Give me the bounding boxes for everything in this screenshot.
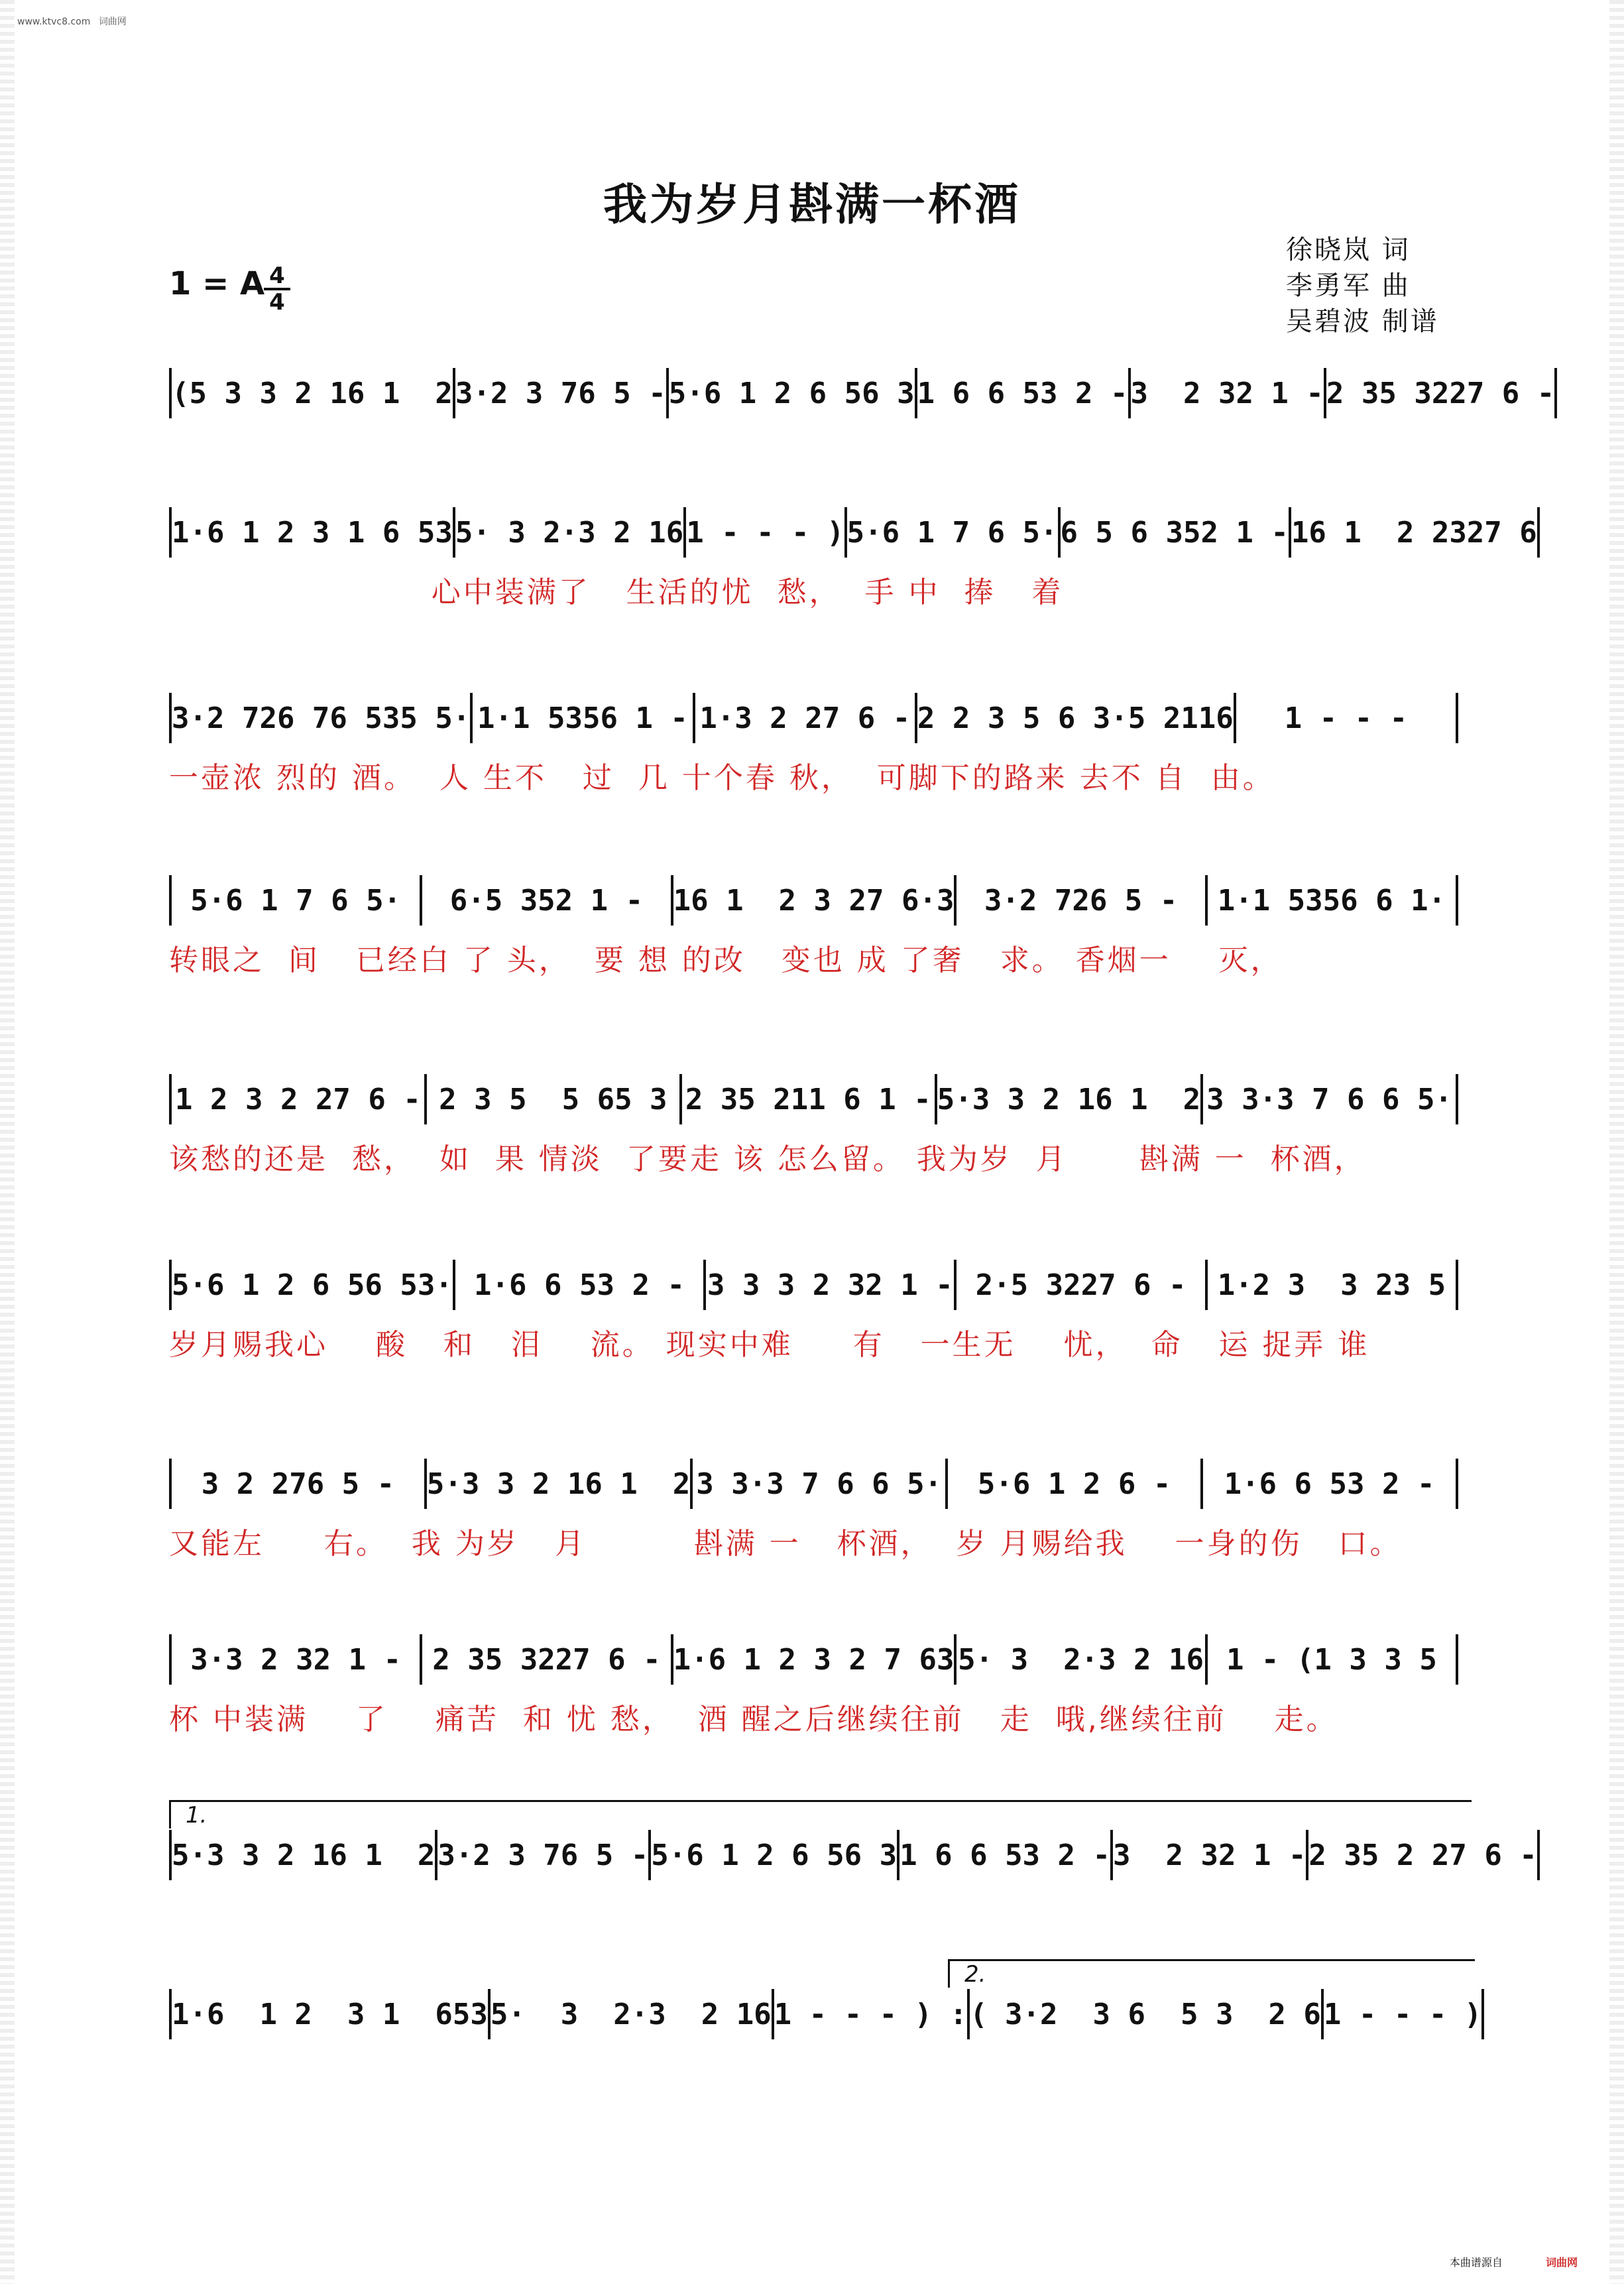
measure: 3·2 3 76 5 -	[437, 1830, 651, 1880]
notation-row	[169, 1074, 1458, 1124]
notation-row	[169, 875, 1458, 926]
measure: 3 2 276 5 -	[172, 1459, 427, 1509]
credits	[1286, 232, 1439, 339]
arranger-credit: 吴碧波 制谱	[1286, 306, 1439, 337]
measure: 3 3·3 7 6 6 5·	[693, 1459, 948, 1509]
notation-row	[169, 368, 1555, 418]
measure: 5·6 1 2 6 56 3	[669, 368, 917, 418]
measure: 2 35 211 6 1 -	[682, 1074, 937, 1124]
measure: 1 - - - )	[686, 507, 846, 558]
notation-row	[169, 1260, 1458, 1310]
measure: 1 - (1 3 3 5	[1208, 1634, 1458, 1685]
measure: 16 1 2 2327 6	[1291, 507, 1540, 558]
measure: 1 - - - ) :	[774, 1989, 970, 2039]
footer	[1450, 2254, 1578, 2269]
measure: 2 35 3227 6 -	[422, 1634, 673, 1685]
measure: 1·6 6 53 2 -	[455, 1260, 706, 1310]
measure: 2 35 2 27 6 -	[1308, 1830, 1539, 1880]
measure: 3 3·3 7 6 6 5·	[1203, 1074, 1458, 1124]
measure: 16 1 2 3 27 6·3	[673, 875, 957, 926]
measure: 3 2 32 1 -	[1131, 368, 1326, 418]
measure: 1·3 2 27 6 -	[695, 693, 917, 743]
measure: 2 3 5 5 65 3	[427, 1074, 682, 1124]
lyric-line: 杯 中装满 了 痛苦 和 忧 愁， 酒 醒之后继续往前 走 哦,继续往前 走。	[169, 1703, 1338, 1736]
measure: 5·6 1 7 6 5·	[847, 507, 1061, 558]
score-system	[169, 1074, 1458, 1181]
time-signature	[264, 264, 290, 314]
score-system	[169, 693, 1458, 800]
measure: 1 - - - )	[1324, 1989, 1484, 2039]
measure: 5·6 1 2 6 56 53·	[172, 1260, 455, 1310]
measure: 3 3 3 2 32 1 -	[706, 1260, 957, 1310]
measure: 1 2 3 2 27 6 -	[172, 1074, 427, 1124]
lyric-line: 心中装满了 生活的忧 愁， 手 中 捧 着	[169, 575, 1064, 609]
measure: 5· 3 2·3 2 16	[455, 507, 686, 558]
score-system	[169, 368, 1555, 418]
measure: 5·3 3 2 16 1 2	[172, 1830, 437, 1880]
notation-row	[169, 1459, 1458, 1509]
measure: 1 6 6 53 2 -	[917, 368, 1131, 418]
song-title: 我为岁月斟满一杯酒	[603, 179, 1021, 230]
time-numerator: 4	[264, 264, 290, 290]
measure: 3·2 726 5 -	[957, 875, 1207, 926]
measure: 3 2 32 1 -	[1113, 1830, 1308, 1880]
score-system	[169, 1634, 1458, 1742]
score-system	[169, 1459, 1458, 1566]
measure: 5·3 3 2 16 1 2	[937, 1074, 1203, 1124]
score-system	[169, 1260, 1458, 1367]
notation-row	[169, 693, 1458, 743]
volta-bracket: 1.	[169, 1800, 1472, 1829]
lyric-line: 又能左 右。 我 为岁 月 斟满 一 杯酒， 岁 月赐给我 一身的伤 口。	[169, 1527, 1402, 1561]
measure: 1·6 1 2 3 2 7 63	[673, 1634, 957, 1685]
measure: 6 5 6 352 1 -	[1061, 507, 1291, 558]
volta-bracket: 2.	[948, 1959, 1475, 1988]
notation-row	[169, 1830, 1537, 1880]
score-system	[169, 1989, 1482, 2039]
measure: (5 3 3 2 16 1 2	[172, 368, 455, 418]
score-system	[169, 507, 1537, 615]
footer-brand: 词曲网	[1545, 2256, 1578, 2269]
key-signature: 1 = A	[169, 265, 265, 302]
measure: 2 2 3 5 6 3·5 2116	[917, 693, 1236, 743]
measure: 2 35 3227 6 -	[1326, 368, 1557, 418]
measure: 1·6 1 2 3 1 6 53	[172, 507, 455, 558]
lyric-line: 转眼之 间 已经白 了 头， 要 想 的改 变也 成 了奢 求。 香烟一 灭，	[169, 943, 1283, 977]
measure: 6·5 352 1 -	[422, 875, 673, 926]
score-system	[169, 1830, 1537, 1880]
measure: 5·6 1 7 6 5·	[172, 875, 422, 926]
notation-row	[169, 507, 1537, 558]
measure: 1·2 3 3 23 5	[1208, 1260, 1458, 1310]
notation-row	[169, 1989, 1482, 2039]
measure: 3·2 726 76 535 5·	[172, 693, 473, 743]
measure: 1·6 1 2 3 1 653	[172, 1989, 491, 2039]
site-header	[17, 15, 132, 28]
time-denominator: 4	[269, 289, 285, 316]
measure: 5·6 1 2 6 56 3	[651, 1830, 899, 1880]
measure: ( 3·2 3 6 5 3 2 6	[970, 1989, 1324, 2039]
site-name: 词曲网	[98, 17, 127, 27]
measure: 5· 3 2·3 2 16	[491, 1989, 774, 2039]
lyricist-credit: 徐晓岚 词	[1286, 235, 1411, 265]
measure: 1·6 6 53 2 -	[1203, 1459, 1458, 1509]
lyric-line: 岁月赐我心 酸 和 泪 流。 现实中难 有 一生无 忧， 命 运 捉弄 谁	[169, 1328, 1370, 1362]
footer-source: 本曲谱源自	[1449, 2256, 1503, 2269]
lyric-line: 一壶浓 烈的 酒。 人 生不 过 几 十个春 秋， 可脚下的路来 去不 自 由。	[169, 761, 1275, 795]
measure: 2·5 3227 6 -	[957, 1260, 1207, 1310]
left-margin-strip	[0, 0, 15, 2284]
measure: 3·2 3 76 5 -	[455, 368, 669, 418]
measure: 1 - - -	[1236, 693, 1458, 743]
composer-credit: 李勇军 曲	[1286, 270, 1411, 301]
measure: 1·1 5356 1 -	[473, 693, 695, 743]
measure: 5· 3 2·3 2 16	[957, 1634, 1207, 1685]
measure: 3·3 2 32 1 -	[172, 1634, 422, 1685]
lyric-line: 该愁的还是 愁， 如 果 情淡 了要走 该 怎么留。 我为岁 月 斟满 一 杯酒，	[169, 1142, 1366, 1176]
right-margin-strip	[1609, 0, 1624, 2284]
measure: 1 6 6 53 2 -	[899, 1830, 1113, 1880]
notation-row	[169, 1634, 1458, 1685]
site-url[interactable]: www.ktvc8.com	[17, 17, 91, 27]
measure: 5·3 3 2 16 1 2	[427, 1459, 693, 1509]
measure: 5·6 1 2 6 -	[948, 1459, 1203, 1509]
measure: 1·1 5356 6 1·	[1208, 875, 1458, 926]
score-system	[169, 875, 1458, 983]
